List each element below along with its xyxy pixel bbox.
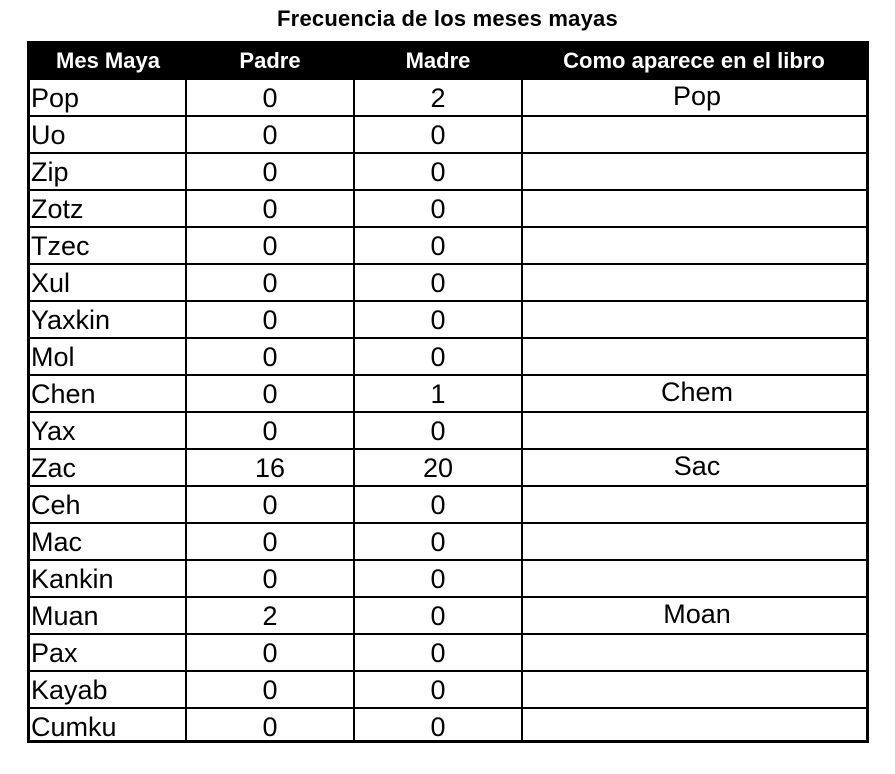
cell-padre: 0	[262, 638, 278, 668]
column-divider	[521, 80, 523, 740]
cell-padre: 0	[262, 268, 278, 298]
cell-mes-maya: Ceh	[31, 490, 81, 520]
table-row	[30, 561, 866, 598]
cell-mes-maya: Tzec	[31, 231, 90, 261]
cell-padre: 16	[254, 453, 286, 483]
cell-madre: 0	[430, 564, 446, 594]
cell-madre: 0	[430, 490, 446, 520]
cell-padre: 0	[262, 416, 278, 446]
cell-libro: Moan	[663, 599, 731, 629]
cell-madre: 0	[430, 305, 446, 335]
table-row	[30, 228, 866, 265]
table-row	[30, 302, 866, 339]
table-row	[30, 635, 866, 672]
cell-padre: 0	[262, 675, 278, 705]
header-padre: Padre	[239, 48, 301, 73]
cell-madre: 0	[430, 638, 446, 668]
cell-madre: 1	[430, 379, 446, 409]
cell-mes-maya: Mac	[31, 527, 83, 557]
cell-padre: 0	[262, 194, 278, 224]
cell-mes-maya: Chen	[31, 379, 96, 409]
cell-madre: 0	[430, 231, 446, 261]
cell-padre: 0	[262, 157, 278, 187]
table-row	[30, 709, 866, 746]
table-title: Frecuencia de los meses mayas	[277, 6, 618, 31]
cell-padre: 0	[262, 231, 278, 261]
table-row	[30, 117, 866, 154]
cell-madre: 20	[422, 453, 454, 483]
cell-madre: 0	[430, 157, 446, 187]
cell-padre: 0	[262, 379, 278, 409]
table-row	[30, 191, 866, 228]
cell-madre: 0	[430, 268, 446, 298]
cell-padre: 2	[262, 601, 278, 631]
cell-madre: 0	[430, 416, 446, 446]
cell-madre: 0	[430, 601, 446, 631]
table-row	[30, 487, 866, 524]
cell-libro: Sac	[673, 451, 721, 481]
table-row	[30, 598, 866, 635]
cell-madre: 0	[430, 712, 446, 742]
table-row	[30, 450, 866, 487]
cell-padre: 0	[262, 712, 278, 742]
cell-madre: 0	[430, 527, 446, 557]
cell-padre: 0	[262, 83, 278, 113]
cell-mes-maya: Muan	[31, 601, 99, 631]
cell-madre: 2	[430, 83, 446, 113]
cell-mes-maya: Mol	[31, 342, 75, 372]
cell-padre: 0	[262, 527, 278, 557]
cell-padre: 0	[262, 305, 278, 335]
cell-mes-maya: Uo	[31, 120, 66, 150]
table-header	[30, 44, 866, 80]
cell-madre: 0	[430, 120, 446, 150]
cell-mes-maya: Kayab	[31, 675, 108, 705]
header-madre: Madre	[405, 48, 471, 73]
table-row	[30, 154, 866, 191]
cell-mes-maya: Zotz	[31, 194, 84, 224]
table-row	[30, 524, 866, 561]
cell-mes-maya: Pax	[31, 638, 78, 668]
cell-mes-maya: Zip	[31, 157, 69, 187]
table-row	[30, 265, 866, 302]
header-libro: Como aparece en el libro	[563, 48, 825, 73]
cell-madre: 0	[430, 194, 446, 224]
cell-mes-maya: Yax	[31, 416, 76, 446]
column-divider	[353, 80, 355, 740]
cell-mes-maya: Yaxkin	[31, 305, 111, 335]
cell-libro: Chem	[660, 377, 734, 407]
cell-mes-maya: Cumku	[31, 712, 117, 742]
maya-months-table	[27, 41, 869, 743]
cell-mes-maya: Zac	[31, 453, 77, 483]
cell-madre: 0	[430, 342, 446, 372]
table-row	[30, 413, 866, 450]
header-mes-maya: Mes Maya	[56, 48, 160, 73]
cell-libro: Pop	[672, 81, 722, 111]
cell-mes-maya: Pop	[31, 83, 80, 113]
table-row	[30, 80, 866, 117]
cell-madre: 0	[430, 675, 446, 705]
cell-padre: 0	[262, 120, 278, 150]
column-divider	[185, 80, 187, 740]
cell-mes-maya: Xul	[31, 268, 71, 298]
table-row	[30, 672, 866, 709]
table-row	[30, 339, 866, 376]
table-row	[30, 376, 866, 413]
cell-mes-maya: Kankin	[31, 564, 114, 594]
cell-padre: 0	[262, 564, 278, 594]
cell-padre: 0	[262, 490, 278, 520]
cell-padre: 0	[262, 342, 278, 372]
